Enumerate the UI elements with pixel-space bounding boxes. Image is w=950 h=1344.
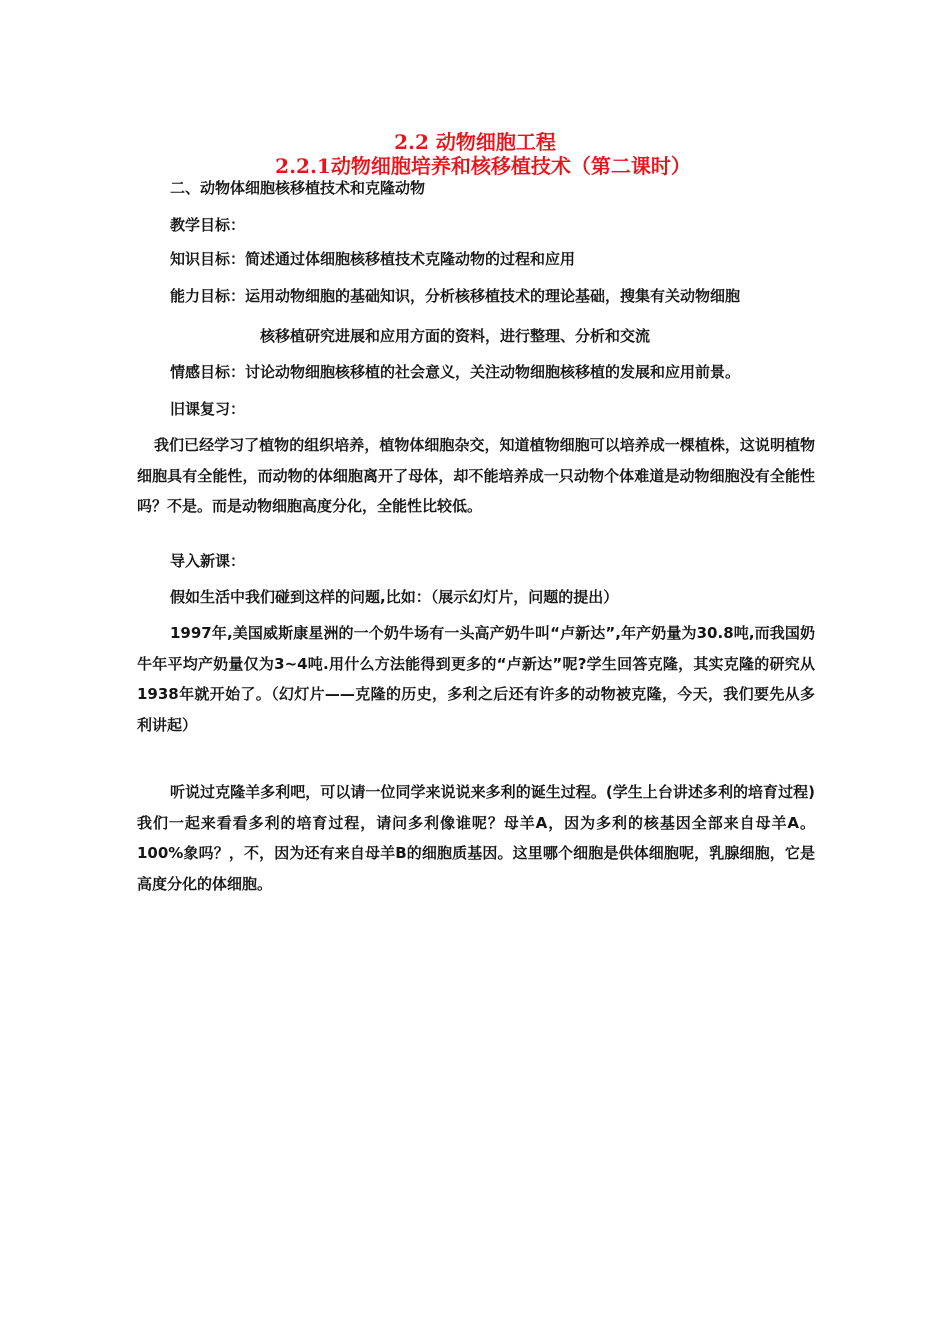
- emotion-goal: 情感目标：讨论动物细胞核移植的社会意义，关注动物细胞核移植的发展和应用前景。: [170, 363, 741, 381]
- intro-paragraph-2: 听说过克隆羊多利吧，可以请一位同学来说说来多利的诞生过程。(学生上台讲述多利的培育过程)我们一起来看看多利的培育过程，请问多利像谁呢？母羊A，因为多利的核基因全部来自母羊A。100%象吗？，不，因为还有来自母羊B的细胞质基因。这里哪个细胞是供体细胞呢，乳腺细胞，它是高度分化的体细胞。: [137, 783, 815, 893]
- document-subtitle: 2.2.1动物细胞培养和核移植技术（第二课时）: [275, 154, 691, 178]
- intro-line1: 假如生活中我们碰到这样的问题,比如：（展示幻灯片，问题的提出）: [170, 588, 619, 606]
- ability-goal-line1: 能力目标：运用动物细胞的基础知识，分析核移植技术的理论基础，搜集有关动物细胞: [170, 287, 741, 305]
- teaching-goals-label: 教学目标：: [170, 216, 246, 234]
- ability-goal-line2: 核移植研究进展和应用方面的资料，进行整理、分析和交流: [260, 327, 651, 345]
- review-label: 旧课复习：: [170, 400, 246, 418]
- section-heading: 二、动物体细胞核移植技术和克隆动物: [170, 179, 426, 197]
- knowledge-goal: 知识目标：简述通过体细胞核移植技术克隆动物的过程和应用: [170, 250, 576, 268]
- document-title: 2.2 动物细胞工程: [394, 130, 556, 154]
- review-paragraph: 我们已经学习了植物的组织培养，植物体细胞杂交，知道植物细胞可以培养成一棵植株，这说明植物细胞具有全能性，而动物的体细胞离开了母体，却不能培养成一只动物个体难道是动物细胞没有全能性吗？不是。而是动物细胞高度分化，全能性比较低。: [137, 436, 815, 515]
- intro-label: 导入新课：: [170, 552, 246, 570]
- intro-paragraph-1: 1997年,美国威斯康星洲的一个奶牛场有一头高产奶牛叫“卢新达”,年产奶量为30.8吨,而我国奶牛年平均产奶量仅为3~4吨.用什么方法能得到更多的“卢新达”呢?学生回答克隆，其实克隆的研究从1938年就开始了。（幻灯片——克隆的历史，多利之后还有许多的动物被克隆，今天，我们要先从多利讲起）: [137, 624, 815, 734]
